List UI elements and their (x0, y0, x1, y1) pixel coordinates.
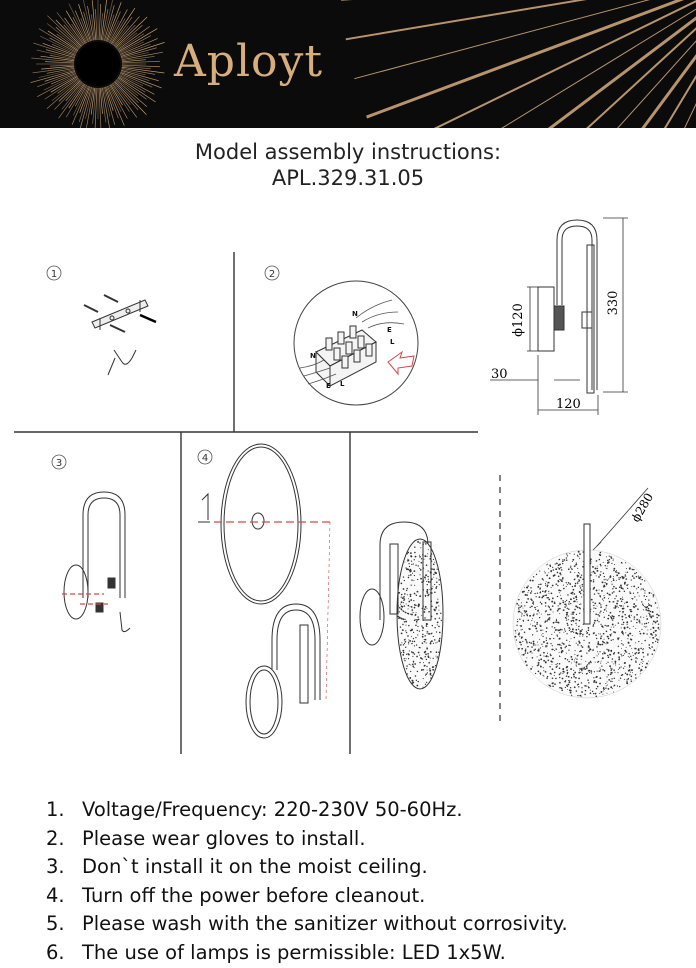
instructions-list (46, 796, 568, 968)
assembled-fixture-drawing (360, 522, 443, 689)
disc-diameter-label: ϕ280 (628, 490, 657, 525)
right-sunburst (340, 0, 696, 128)
ring-attach-drawing (198, 444, 320, 738)
sun-core (76, 42, 120, 86)
svg-text:1: 1 (50, 269, 58, 280)
fixture-mount-drawing (64, 492, 130, 632)
step-badge-4 (198, 450, 212, 464)
list-item: 3. Don`t install it on the moist ceiling. (46, 855, 428, 879)
width-dimension-label: 120 (556, 397, 581, 412)
assembly-diagram (0, 200, 696, 760)
step-badge-2 (265, 266, 279, 280)
svg-text:N: N (352, 310, 358, 318)
svg-text:E: E (387, 326, 392, 334)
side-elevation-drawing (490, 218, 628, 415)
svg-text:3: 3 (55, 458, 63, 469)
height-dimension-label: 330 (606, 290, 621, 316)
brand-logo: Aployt (174, 36, 324, 87)
svg-text:L: L (390, 338, 395, 346)
list-item: 2. Please wear gloves to install. (46, 826, 366, 850)
svg-text:E: E (326, 382, 331, 390)
mounting-bracket-drawing (84, 295, 156, 375)
svg-text:N: N (310, 352, 316, 360)
step-badge-1 (47, 266, 61, 280)
svg-text:4: 4 (201, 453, 209, 464)
model-number: APL.329.31.05 (271, 166, 425, 190)
step-badge-3 (52, 455, 66, 469)
base-depth-label: 30 (491, 367, 508, 382)
disc-front-view-drawing (513, 488, 661, 698)
brand-header (0, 0, 696, 128)
svg-text:L: L (340, 380, 345, 388)
list-item: 5. Please wash with the sanitizer without corrosivity. (46, 912, 568, 936)
sunburst-decoration (0, 0, 696, 128)
list-item: 1. Voltage/Frequency: 220-230V 50-60Hz. (46, 798, 463, 821)
list-item: 6. The use of lamps is permissible: LED 1x5W. (46, 940, 506, 964)
svg-text:2: 2 (268, 269, 276, 280)
base-diameter-label: ϕ120 (511, 303, 526, 337)
wiring-terminal-drawing (294, 281, 418, 405)
alignment-line (326, 522, 330, 700)
list-item: 4. Turn off the power before cleanout. (46, 883, 426, 907)
doc-title: Model assembly instructions: (194, 140, 502, 164)
